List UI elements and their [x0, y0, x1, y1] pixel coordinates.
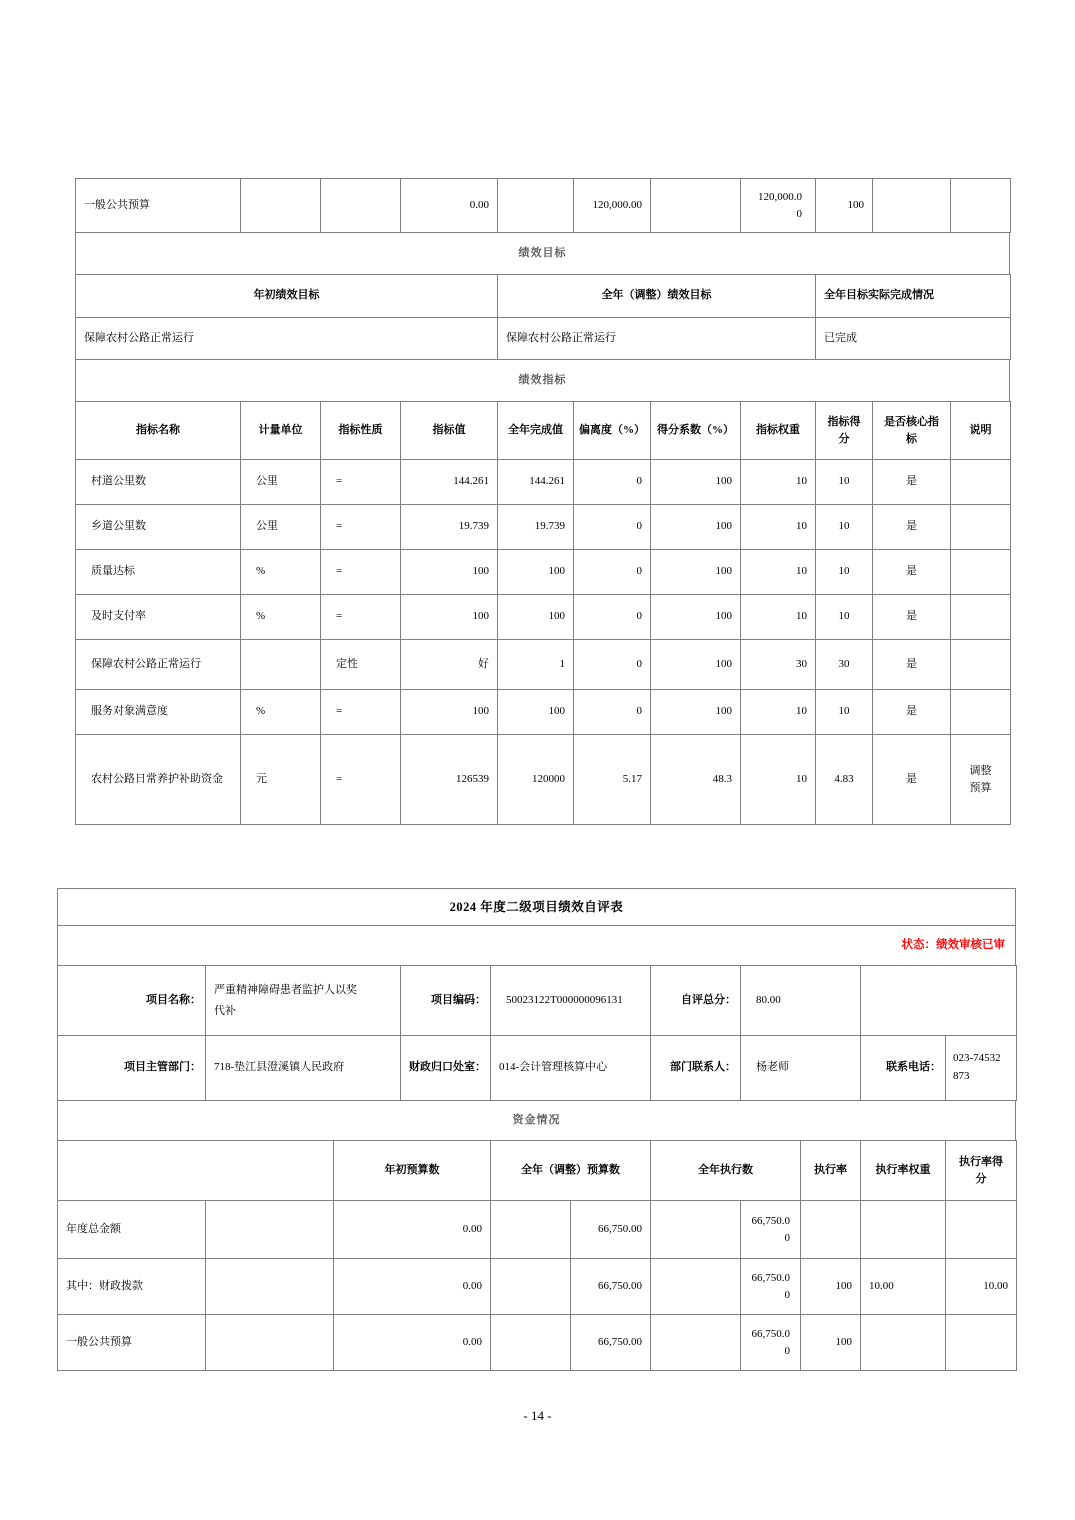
- field-label: 一般公共预算: [76, 179, 241, 233]
- table-cell: 村道公里数: [76, 460, 241, 505]
- table-cell: 乡道公里数: [76, 505, 241, 550]
- table-cell: [946, 1315, 1017, 1371]
- table-cell: 100: [401, 690, 498, 735]
- table-cell: 10: [816, 505, 873, 550]
- column-header: 是否核心指标: [873, 402, 951, 460]
- table-row: [76, 505, 1011, 550]
- table-cell: [801, 1201, 861, 1259]
- table2-title: 2024 年度二级项目绩效自评表: [58, 889, 1016, 926]
- table-cell: 100: [651, 595, 741, 640]
- table-cell: 48.3: [651, 735, 741, 825]
- empty-cell: [321, 179, 401, 233]
- table-cell: 100: [651, 460, 741, 505]
- table-cell: 服务对象满意度: [76, 690, 241, 735]
- column-header: 执行率权重: [861, 1141, 946, 1201]
- column-header: 年初预算数: [334, 1141, 491, 1201]
- table-cell: 保障农村公路正常运行: [76, 640, 241, 690]
- table-cell: 质量达标: [76, 550, 241, 595]
- table-cell: 1: [498, 640, 574, 690]
- field-value: 120,000.00: [741, 179, 816, 233]
- table-cell: =: [321, 550, 401, 595]
- table-row: [58, 1101, 1016, 1141]
- field-label: 财政归口处室：: [401, 1036, 491, 1101]
- column-header: 全年执行数: [651, 1141, 801, 1201]
- table-row: [76, 275, 1011, 318]
- table-cell: 144.261: [498, 460, 574, 505]
- table-cell: 10: [741, 460, 816, 505]
- table-cell: =: [321, 690, 401, 735]
- table-cell: 是: [873, 690, 951, 735]
- empty-cell: [651, 1259, 741, 1315]
- field-label: 自评总分：: [651, 966, 741, 1036]
- empty-cell: [861, 966, 1017, 1036]
- table-row: [58, 966, 1017, 1036]
- table-cell: 公里: [241, 505, 321, 550]
- table-cell: 66,750.00: [741, 1201, 801, 1259]
- table-cell: 0: [574, 690, 651, 735]
- performance-table-road-maintenance: [75, 178, 1010, 825]
- empty-cell: [651, 1201, 741, 1259]
- table-cell: 0.00: [334, 1315, 491, 1371]
- empty-cell: [241, 179, 321, 233]
- column-header: 执行率得分: [946, 1141, 1017, 1201]
- table-cell: 10: [816, 595, 873, 640]
- project-name-value: 严重精神障碍患者监护人以奖代补: [206, 966, 401, 1036]
- field-value: 0.00: [401, 179, 498, 233]
- empty-cell: [491, 1259, 571, 1315]
- table-row: [76, 402, 1011, 460]
- table-cell: 66,750.00: [571, 1201, 651, 1259]
- table-cell: 10.00: [861, 1259, 946, 1315]
- empty-cell: [206, 1315, 334, 1371]
- table-cell: =: [321, 460, 401, 505]
- table-cell: 100: [498, 595, 574, 640]
- empty-cell: [206, 1259, 334, 1315]
- column-header: 指标值: [401, 402, 498, 460]
- table-cell: 是: [873, 505, 951, 550]
- table-row: [58, 1259, 1017, 1315]
- table-row: [76, 690, 1011, 735]
- table-cell: 0.00: [334, 1259, 491, 1315]
- department-value: 718-垫江县澄溪镇人民政府: [206, 1036, 401, 1101]
- table-cell: [951, 505, 1011, 550]
- table-cell: 144.261: [401, 460, 498, 505]
- performance-table-guardianship-subsidy: [57, 888, 1016, 1371]
- table-cell: 100: [651, 550, 741, 595]
- column-header: 计量单位: [241, 402, 321, 460]
- table-row: [76, 360, 1010, 402]
- table-cell: =: [321, 735, 401, 825]
- section-title-performance-indicators: 绩效指标: [76, 360, 1010, 402]
- table-cell: 10: [816, 550, 873, 595]
- indicators-grid: [75, 401, 1011, 825]
- phone-value: 023-74532873: [946, 1036, 1017, 1101]
- column-header: 说明: [951, 402, 1011, 460]
- empty-cell: [491, 1315, 571, 1371]
- table-cell: 10: [741, 505, 816, 550]
- table-cell: [951, 460, 1011, 505]
- table-cell: 元: [241, 735, 321, 825]
- table-cell: 66,750.00: [571, 1259, 651, 1315]
- table-cell: 是: [873, 735, 951, 825]
- table-cell: 是: [873, 640, 951, 690]
- field-value: 120,000.00: [574, 179, 651, 233]
- column-header: 全年完成值: [498, 402, 574, 460]
- table-cell: 66,750.00: [741, 1315, 801, 1371]
- column-header: 全年目标实际完成情况: [816, 275, 1011, 318]
- contact-value: 杨老师: [741, 1036, 861, 1101]
- table-row: [76, 233, 1010, 275]
- funds-section-title-row: [57, 1100, 1016, 1141]
- table-row: [58, 926, 1016, 966]
- empty-cell: [651, 179, 741, 233]
- empty-cell: [873, 179, 951, 233]
- column-header: 指标得分: [816, 402, 873, 460]
- table-cell: %: [241, 550, 321, 595]
- table-cell: 66,750.00: [741, 1259, 801, 1315]
- table-cell: 保障农村公路正常运行: [76, 318, 498, 360]
- table-row: [76, 179, 1011, 233]
- column-header: 指标性质: [321, 402, 401, 460]
- self-score-value: 80.00: [741, 966, 861, 1036]
- table-row: [76, 735, 1011, 825]
- status-text: 状态：绩效审核已审: [58, 926, 1016, 966]
- empty-cell: [951, 179, 1011, 233]
- table-cell: [241, 640, 321, 690]
- empty-cell: [206, 1201, 334, 1259]
- table2-status-row: [57, 925, 1016, 966]
- empty-cell: [498, 179, 574, 233]
- table-cell: 是: [873, 595, 951, 640]
- column-header: 执行率: [801, 1141, 861, 1201]
- table-cell: 0.00: [334, 1201, 491, 1259]
- table-cell: 10: [741, 550, 816, 595]
- table-cell: [951, 640, 1011, 690]
- column-header: 指标名称: [76, 402, 241, 460]
- table-cell: 10: [741, 690, 816, 735]
- column-header: 全年（调整）预算数: [491, 1141, 651, 1201]
- field-label: 其中：财政拨款: [58, 1259, 206, 1315]
- column-header: 得分系数（%）: [651, 402, 741, 460]
- page-number: - 14 -: [523, 1408, 552, 1423]
- table-cell: 100: [651, 640, 741, 690]
- table-cell: 已完成: [816, 318, 1011, 360]
- table-row: [76, 318, 1011, 360]
- table-cell: 10: [741, 735, 816, 825]
- table-row: [76, 640, 1011, 690]
- goals-grid: [75, 274, 1011, 360]
- field-label: 项目主管部门：: [58, 1036, 206, 1101]
- field-label: 联系电话：: [861, 1036, 946, 1101]
- table-cell: =: [321, 505, 401, 550]
- table-cell: 100: [651, 690, 741, 735]
- table-cell: [861, 1201, 946, 1259]
- table-cell: 0: [574, 640, 651, 690]
- table-cell: 30: [741, 640, 816, 690]
- field-label: 项目编码：: [401, 966, 491, 1036]
- table-cell: 0: [574, 550, 651, 595]
- column-header: 指标权重: [741, 402, 816, 460]
- table-cell: 10: [816, 690, 873, 735]
- table-cell: 66,750.00: [571, 1315, 651, 1371]
- table-cell: 定性: [321, 640, 401, 690]
- table-cell: 及时支付率: [76, 595, 241, 640]
- table-row: [58, 1141, 1017, 1201]
- table-row: [58, 1201, 1017, 1259]
- table-row: [76, 595, 1011, 640]
- table-cell: 19.739: [498, 505, 574, 550]
- table-cell: 100: [801, 1259, 861, 1315]
- column-header: 年初绩效目标: [76, 275, 498, 318]
- table-cell: [946, 1201, 1017, 1259]
- field-label: 部门联系人：: [651, 1036, 741, 1101]
- column-header: 全年（调整）绩效目标: [498, 275, 816, 318]
- table-cell: %: [241, 595, 321, 640]
- table-cell: 5.17: [574, 735, 651, 825]
- indicators-section-title-row: [75, 359, 1010, 402]
- table-row: [76, 550, 1011, 595]
- table-cell: 126539: [401, 735, 498, 825]
- funds-carryover-grid: [75, 178, 1011, 233]
- field-label: 项目名称：: [58, 966, 206, 1036]
- table-cell: 是: [873, 460, 951, 505]
- table-cell: 好: [401, 640, 498, 690]
- table-cell: [861, 1315, 946, 1371]
- empty-cell: [651, 1315, 741, 1371]
- table-cell: 100: [498, 550, 574, 595]
- table-cell: 10: [816, 460, 873, 505]
- table-cell: 0: [574, 595, 651, 640]
- goals-section-title-row: [75, 232, 1010, 275]
- table-row: [58, 1036, 1017, 1101]
- project-code-value: 50023122T000000096131: [491, 966, 651, 1036]
- table-cell: 100: [651, 505, 741, 550]
- field-label: 一般公共预算: [58, 1315, 206, 1371]
- table-cell: 30: [816, 640, 873, 690]
- table-cell: 100: [498, 690, 574, 735]
- table-cell: 120000: [498, 735, 574, 825]
- table-cell: 保障农村公路正常运行: [498, 318, 816, 360]
- empty-cell: [491, 1201, 571, 1259]
- table-row: [58, 889, 1016, 926]
- table-cell: 0: [574, 505, 651, 550]
- table-cell: 4.83: [816, 735, 873, 825]
- table-cell: =: [321, 595, 401, 640]
- table-cell: 19.739: [401, 505, 498, 550]
- section-title-performance-goals: 绩效目标: [76, 233, 1010, 275]
- table-cell: [951, 690, 1011, 735]
- table-cell: 100: [401, 595, 498, 640]
- project-info-grid: [57, 965, 1017, 1101]
- field-label: 年度总金额: [58, 1201, 206, 1259]
- table-cell: 公里: [241, 460, 321, 505]
- table-cell: [951, 550, 1011, 595]
- table-cell: 调整预算: [951, 735, 1011, 825]
- table-cell: 0: [574, 460, 651, 505]
- table-cell: 10: [741, 595, 816, 640]
- table-cell: %: [241, 690, 321, 735]
- finance-office-value: 014-会计管理核算中心: [491, 1036, 651, 1101]
- table2-title-row: [57, 888, 1016, 926]
- funds-grid: [57, 1140, 1017, 1371]
- table-row: [76, 460, 1011, 505]
- table-cell: 是: [873, 550, 951, 595]
- table-cell: 农村公路日常养护补助资金: [76, 735, 241, 825]
- table-cell: 100: [401, 550, 498, 595]
- section-title-funds: 资金情况: [58, 1101, 1016, 1141]
- table-cell: [951, 595, 1011, 640]
- table-cell: 100: [801, 1315, 861, 1371]
- table-cell: 10.00: [946, 1259, 1017, 1315]
- table-row: [58, 1315, 1017, 1371]
- column-header: 偏离度（%）: [574, 402, 651, 460]
- empty-cell: [58, 1141, 334, 1201]
- field-value: 100: [816, 179, 873, 233]
